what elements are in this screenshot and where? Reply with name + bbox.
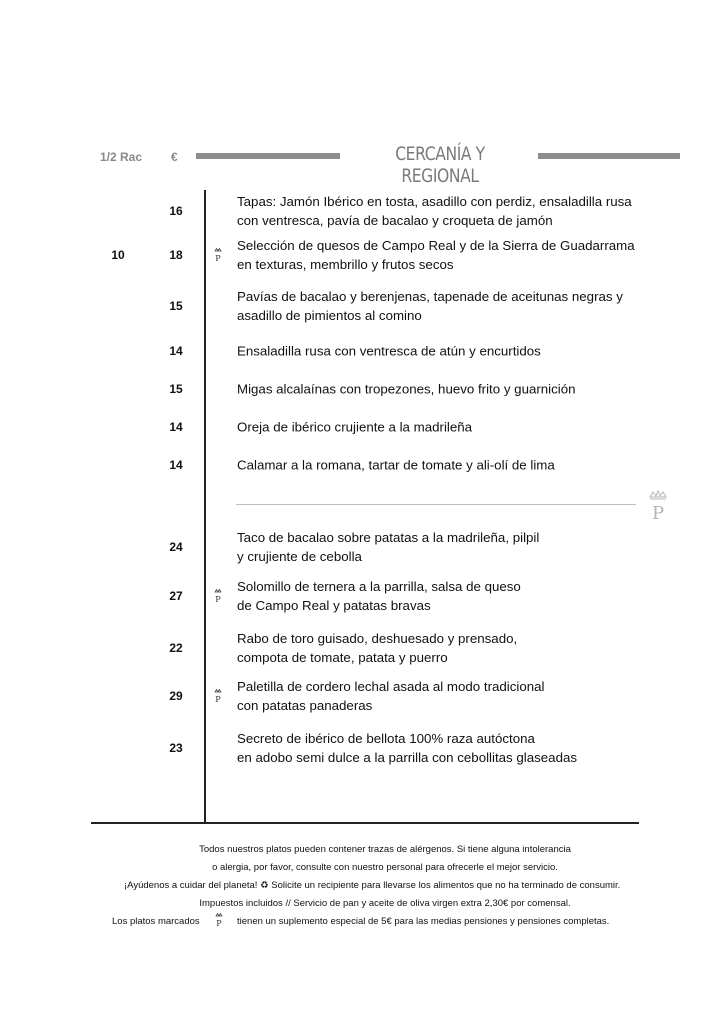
dish-description: Secreto de ibérico de bellota 100% raza autóctona en adobo semi dulce a la parrilla con cebollitas glaseadas <box>237 731 578 765</box>
dish-price: 14 <box>169 420 183 434</box>
dish-row <box>0 445 724 485</box>
dish-description: Oreja de ibérico crujiente a la madrileña <box>237 419 473 435</box>
dish-description: Paletilla de cordero lechal asada al modo tradicional con patatas panaderas <box>237 679 545 713</box>
dish-row <box>0 331 724 371</box>
header-rule-right <box>538 153 680 159</box>
dish-row <box>0 676 724 716</box>
dish-description: Migas alcalaínas con tropezones, huevo frito y guarnición <box>237 381 576 397</box>
dish-description: Pavías de bacalao y berenjenas, tapenade de aceitunas negras y asadillo de pimientos al comino <box>237 289 623 323</box>
svg-text:P: P <box>216 919 222 928</box>
crown-p-icon <box>213 588 223 604</box>
dish-price: 27 <box>169 589 183 603</box>
dish-row <box>0 286 724 326</box>
crown-p-logo-icon <box>646 489 670 521</box>
svg-text:P: P <box>651 503 665 521</box>
dish-description: Solomillo de ternera a la parrilla, salsa de queso de Campo Real y patatas bravas <box>237 579 521 613</box>
dish-price: 23 <box>169 741 183 755</box>
planet-notice: ¡Ayúdenos a cuidar del planeta! ♻ Solicite un recipiente para llevarse los alimentos que no ha terminado de consumir. <box>124 880 621 891</box>
dish-price: 14 <box>169 344 183 358</box>
section-title: CERCANÍA Y REGIONAL <box>395 143 485 187</box>
dish-price: 15 <box>169 299 183 313</box>
dish-description: Selección de quesos de Campo Real y de la Sierra de Guadarrama en texturas, membrillo y frutos secos <box>237 238 635 272</box>
marked-dishes-label: Los platos marcados <box>112 916 200 927</box>
half-portion-column-label: 1/2 Rac <box>100 150 143 164</box>
dish-price: 16 <box>169 204 183 218</box>
dish-row <box>0 191 724 231</box>
dish-row <box>0 407 724 447</box>
dish-price: 14 <box>169 458 183 472</box>
dish-row <box>0 235 724 275</box>
dish-price: 24 <box>169 540 183 554</box>
svg-text:P: P <box>215 595 221 604</box>
allergen-notice: Todos nuestros platos pueden contener trazas de alérgenos. Si tiene alguna intolerancia <box>199 844 571 855</box>
footer-rule <box>91 822 639 824</box>
dish-row <box>0 628 724 668</box>
svg-text:P: P <box>215 254 221 263</box>
supplement-notice: tienen un suplemento especial de 5€ para las medias pensiones y pensiones completas. <box>237 916 610 927</box>
crown-p-icon <box>213 247 223 263</box>
dish-price: 22 <box>169 641 183 655</box>
dish-row <box>0 576 724 616</box>
dish-description: Calamar a la romana, tartar de tomate y ali-olí de lima <box>237 457 555 473</box>
dish-row <box>0 369 724 409</box>
dish-row <box>0 527 724 567</box>
dish-row <box>0 728 724 768</box>
dish-price: 15 <box>169 382 183 396</box>
price-column-label: € <box>171 150 178 164</box>
header-rule-left <box>196 153 340 159</box>
dish-price: 18 <box>169 248 183 262</box>
dish-price: 29 <box>169 689 183 703</box>
dish-description: Tapas: Jamón Ibérico en tosta, asadillo con perdiz, ensaladilla rusa con ventresca, pavía de bacalao y croqueta de jamón <box>237 194 632 228</box>
half-portion-price: 10 <box>111 248 125 262</box>
dish-description: Ensaladilla rusa con ventresca de atún y encurtidos <box>237 343 541 359</box>
dish-description: Taco de bacalao sobre patatas a la madrileña, pilpil y crujiente de cebolla <box>237 530 540 564</box>
dish-description: Rabo de toro guisado, deshuesado y prensado, compota de tomate, patata y puerro <box>237 631 518 665</box>
allergen-notice-cont: o alergia, por favor, consulte con nuestro personal para ofrecerle el mejor servicio. <box>212 862 558 873</box>
svg-text:P: P <box>215 695 221 704</box>
crown-p-icon <box>214 912 224 928</box>
taxes-notice: Impuestos incluidos // Servicio de pan y aceite de oliva virgen extra 2,30€ por comensal. <box>199 898 571 909</box>
crown-p-icon <box>213 688 223 704</box>
course-separator <box>236 504 636 505</box>
